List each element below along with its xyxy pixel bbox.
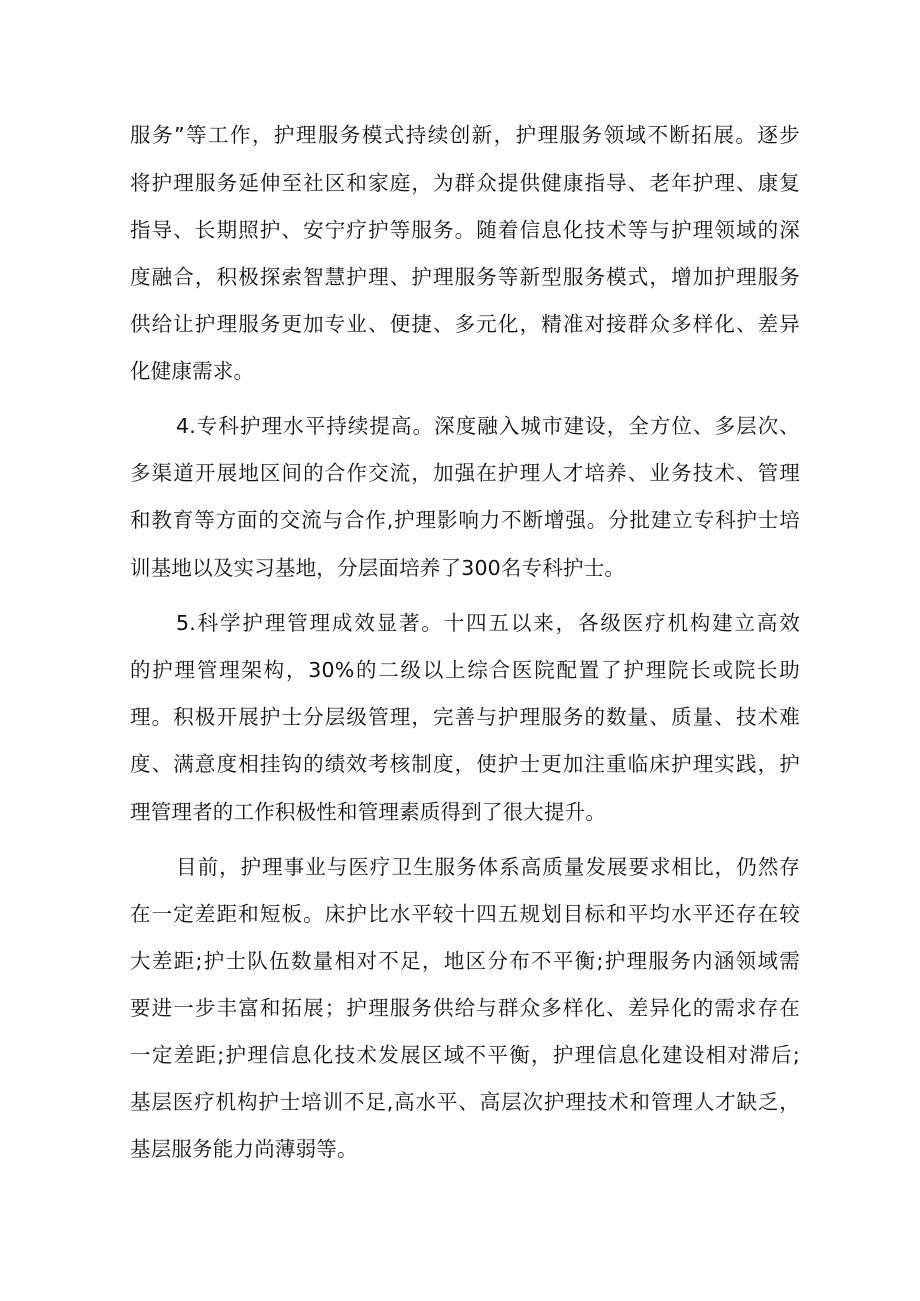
paragraph-line: 度、满意度相挂钩的绩效考核制度，使护士更加注重临床护理实践，护 <box>130 752 800 776</box>
paragraph-line: 目前，护理事业与医疗卫生服务体系高质量发展要求相比，仍然存 <box>176 855 800 879</box>
paragraph-line: 和教育等方面的交流与合作,护理影响力不断增强。分批建立专科护士培 <box>130 508 800 532</box>
paragraph-line: 基层医疗机构护士培训不足,高水平、高层次护理技术和管理人才缺乏， <box>130 1090 800 1114</box>
paragraph-line: 5.科学护理管理成效显著。十四五以来，各级医疗机构建立高效 <box>176 611 800 635</box>
paragraph-line: 大差距;护士队伍数量相对不足，地区分布不平衡;护理服务内涵领域需 <box>130 949 800 973</box>
paragraph-line: 的护理管理架构，30%的二级以上综合医院配置了护理院长或院长助 <box>130 658 800 682</box>
paragraph-line: 基层服务能力尚薄弱等。 <box>130 1137 358 1161</box>
paragraph-line: 多渠道开展地区间的合作交流，加强在护理人才培养、业务技术、管理 <box>130 461 800 485</box>
paragraph-line: 指导、长期照护、安宁疗护等服务。随着信息化技术等与护理领域的深 <box>130 218 800 242</box>
paragraph-line: 4.专科护理水平持续提高。深度融入城市建设，全方位、多层次、 <box>176 414 800 438</box>
paragraph-line: 度融合，积极探索智慧护理、护理服务等新型服务模式，增加护理服务 <box>130 265 800 289</box>
paragraph-line: 要进一步丰富和拓展；护理服务供给与群众多样化、差异化的需求存在 <box>130 996 800 1020</box>
paragraph-line: 将护理服务延伸至社区和家庭，为群众提供健康指导、老年护理、康复 <box>130 171 800 195</box>
paragraph-line: 在一定差距和短板。床护比水平较十四五规划目标和平均水平还存在较 <box>130 902 800 926</box>
paragraph-line: 化健康需求。 <box>130 359 255 383</box>
paragraph-line: 服务”等工作，护理服务模式持续创新，护理服务领域不断拓展。逐步 <box>130 123 800 147</box>
paragraph-line: 训基地以及实习基地，分层面培养了300名专科护士。 <box>130 556 626 580</box>
paragraph-line: 理管理者的工作积极性和管理素质得到了很大提升。 <box>130 800 607 824</box>
paragraph-line: 一定差距;护理信息化技术发展区域不平衡，护理信息化建设相对滞后; <box>130 1043 800 1067</box>
paragraph-line: 供给让护理服务更加专业、便捷、多元化，精准对接群众多样化、差异 <box>130 312 800 336</box>
paragraph-line: 理。积极开展护士分层级管理，完善与护理服务的数量、质量、技术难 <box>130 705 800 729</box>
